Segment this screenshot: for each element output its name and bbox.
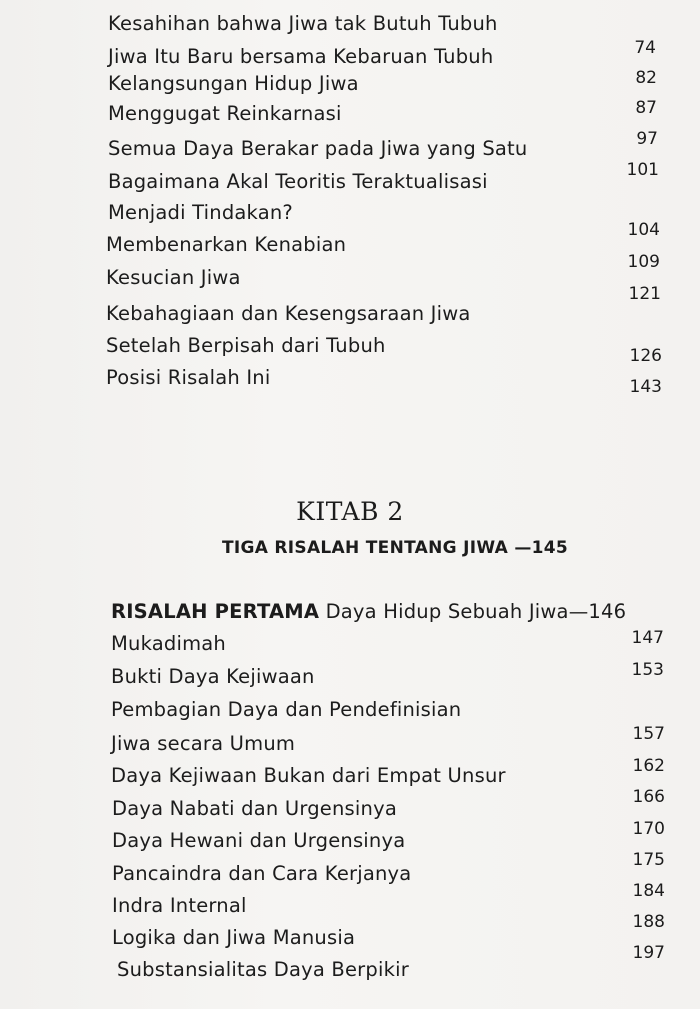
toc-entry: Menggugat Reinkarnasi	[108, 102, 342, 125]
toc-entry: Bagaimana Akal Teoritis Teraktualisasi	[108, 170, 488, 193]
part-subtitle: TIGA RISALAH TENTANG JIWA —145	[221, 538, 569, 558]
page-number: 175	[632, 850, 665, 870]
page-number: 197	[632, 943, 665, 963]
page-number: 143	[629, 377, 662, 397]
page-number: 121	[628, 284, 661, 304]
toc-entry: Jiwa Itu Baru bersama Kebaruan Tubuh	[108, 45, 494, 68]
page-number: 101	[626, 160, 659, 180]
toc-entry: Setelah Berpisah dari Tubuh	[106, 334, 386, 357]
toc-entry: Pembagian Daya dan Pendefinisian	[111, 698, 462, 721]
page-number: 170	[632, 819, 665, 839]
toc-entry: Kebahagiaan dan Kesengsaraan Jiwa	[106, 302, 471, 325]
page-number: 184	[632, 881, 665, 901]
toc-entry: Posisi Risalah Ini	[106, 366, 271, 389]
toc-entry: Membenarkan Kenabian	[106, 233, 347, 256]
part-heading: KITAB 2	[296, 497, 404, 526]
page-number: 162	[632, 756, 665, 776]
toc-entry: Substansialitas Daya Berpikir	[117, 958, 409, 981]
page-number: 188	[632, 912, 665, 932]
page-number: 153	[631, 660, 664, 680]
toc-entry: Mukadimah	[111, 632, 226, 655]
toc-entry: Indra Internal	[112, 894, 247, 917]
toc-entry: Bukti Daya Kejiwaan	[111, 665, 315, 688]
toc-entry: Kelangsungan Hidup Jiwa	[108, 72, 359, 95]
page-number: 126	[629, 346, 662, 366]
toc-entry: Kesucian Jiwa	[106, 266, 241, 289]
toc-entry: Daya Nabati dan Urgensinya	[112, 797, 397, 820]
page-number: 97	[636, 129, 658, 149]
page-number: 87	[635, 98, 657, 118]
chapter-heading	[111, 600, 626, 624]
chapter-title: Daya Hidup Sebuah Jiwa—146	[319, 600, 627, 623]
toc-entry: Kesahihan bahwa Jiwa tak Butuh Tubuh	[108, 12, 498, 35]
toc-entry: Daya Hewani dan Urgensinya	[112, 829, 406, 852]
toc-entry: Semua Daya Berakar pada Jiwa yang Satu	[108, 137, 528, 160]
page-number: 104	[627, 220, 660, 240]
toc-entry: Menjadi Tindakan?	[108, 201, 293, 224]
page-number: 109	[627, 252, 660, 272]
page-number: 82	[635, 68, 657, 88]
page-number: 157	[632, 724, 665, 744]
toc-entry: Jiwa secara Umum	[111, 732, 296, 755]
chapter-label: RISALAH PERTAMA	[111, 600, 320, 623]
page-number: 74	[634, 38, 656, 58]
toc-entry: Pancaindra dan Cara Kerjanya	[112, 862, 412, 885]
toc-entry: Daya Kejiwaan Bukan dari Empat Unsur	[111, 764, 506, 787]
page-number: 166	[632, 787, 665, 807]
toc-entry: Logika dan Jiwa Manusia	[112, 926, 356, 949]
page-number: 147	[631, 628, 664, 648]
